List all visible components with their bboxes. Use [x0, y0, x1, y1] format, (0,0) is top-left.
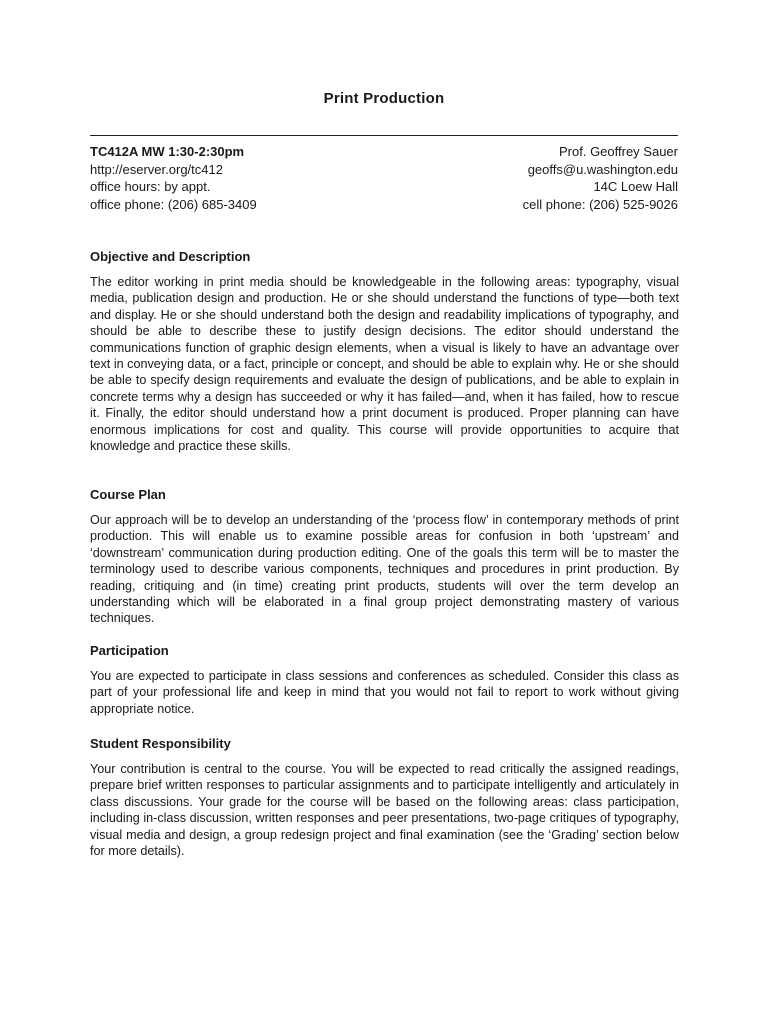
course-url: http://eserver.org/tc412	[90, 161, 223, 177]
section-student-responsibility	[90, 735, 679, 859]
office-hours: office hours: by appt.	[90, 179, 211, 194]
section-body: Your contribution is central to the course. You will be expected to read critically the assigned readings, prepare brief written responses to particular assignments and to participate intelligently and articulately in class discussions. Your grade for the course will be based on the following areas: class participation, including in-class discussion, written responses and peer presentations, two-page critiques of typography, visual media and design, a group redesign project and final examination (see the ‘Grading’ section below for more details).	[90, 762, 679, 859]
document-title: Print Production	[323, 90, 445, 107]
header-row-4	[90, 196, 678, 214]
professor-email: geoffs@u.washington.edu	[527, 161, 678, 177]
section-body: The editor working in print media should be knowledgeable in the following areas: typography, visual media, publication design and production. He or she should understand the functions of type—both text and display. He or she should understand both the design and readability implications of typography, and should be able to describe these to justify design decisions. The editor should understand the communications function of graphic design elements, when a visual is likely to have an advantage over text in conveying data, or a fact, principle or concept, and should be able to explain why. He or she should be able to specify design requirements and evaluate the design of publications, and be able to explain in concrete terms why a design has succeeded or why it has failed—and, when it has failed, how to rescue it. Finally, the editor should understand how a print document is produced. Proper planning can have enormous implications for cost and quality. This course will provide opportunities to acquire that knowledge and practice these skills.	[90, 275, 679, 454]
section-course-plan	[90, 486, 679, 627]
header-row-1	[90, 143, 678, 161]
section-heading: Course Plan	[90, 487, 166, 502]
section-objective	[90, 248, 679, 454]
section-body: Our approach will be to develop an understanding of the ‘process flow’ in contemporary methods of print production. This will enable us to examine possible areas for confusion in both ‘upstream’ and ‘downstream’ communication during production editing. One of the goals this term will be to master the terminology used to describe various components, techniques and procedures in print production. By reading, critiquing and (in time) creating print products, students will over the term develop an understanding which will be elaborated in a final group project demonstrating mastery of various techniques.	[90, 513, 679, 626]
section-body: You are expected to participate in class sessions and conferences as scheduled. Consider this class as part of your professional life and keep in mind that you would not fail to report to work without giving appropriate notice.	[90, 669, 679, 716]
professor-name: Prof. Geoffrey Sauer	[559, 144, 678, 159]
header-rule	[90, 135, 678, 136]
office-phone: office phone: (206) 685-3409	[90, 196, 257, 212]
office-location: 14C Loew Hall	[593, 179, 678, 194]
section-participation	[90, 642, 679, 717]
header-row-2	[90, 161, 678, 179]
section-heading: Participation	[90, 643, 169, 658]
course-code-time: TC412A MW 1:30-2:30pm	[90, 144, 245, 159]
course-header	[90, 143, 678, 213]
section-heading: Student Responsibility	[90, 736, 231, 751]
section-heading: Objective and Description	[90, 249, 251, 264]
header-row-3	[90, 178, 678, 196]
cell-phone: cell phone: (206) 525-9026	[522, 196, 678, 212]
